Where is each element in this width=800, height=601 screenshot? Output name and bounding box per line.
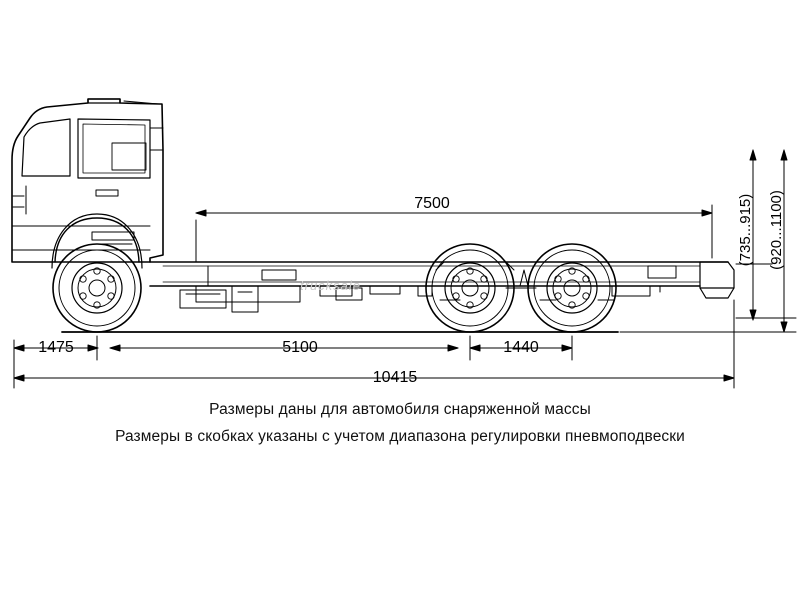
chassis-frame (150, 262, 734, 298)
cab-outline (12, 99, 163, 262)
front-fender (52, 214, 142, 268)
dim-label-right-outer: (920...1100) (768, 190, 785, 270)
rear-wheel-rear (528, 244, 616, 332)
cab-details (13, 128, 163, 244)
rear-wheel-front (426, 244, 514, 332)
cab-windows (22, 119, 150, 178)
dim-label-1475: 1475 (38, 339, 74, 356)
caption-line-1: Размеры даны для автомобиля снаряженной массы (209, 401, 591, 418)
dim-label-10415: 10415 (372, 369, 418, 386)
front-wheel (53, 244, 141, 332)
watermark-text: trucksale (300, 278, 362, 293)
caption-line-2: Размеры в скобках указаны с учетом диапазона регулировки пневмоподвески (115, 428, 685, 445)
dim-label-7500: 7500 (414, 195, 450, 212)
dim-label-1440: 1440 (503, 339, 539, 356)
dim-label-right-inner: (735...915) (737, 193, 754, 267)
dim-label-5100: 5100 (282, 339, 318, 356)
